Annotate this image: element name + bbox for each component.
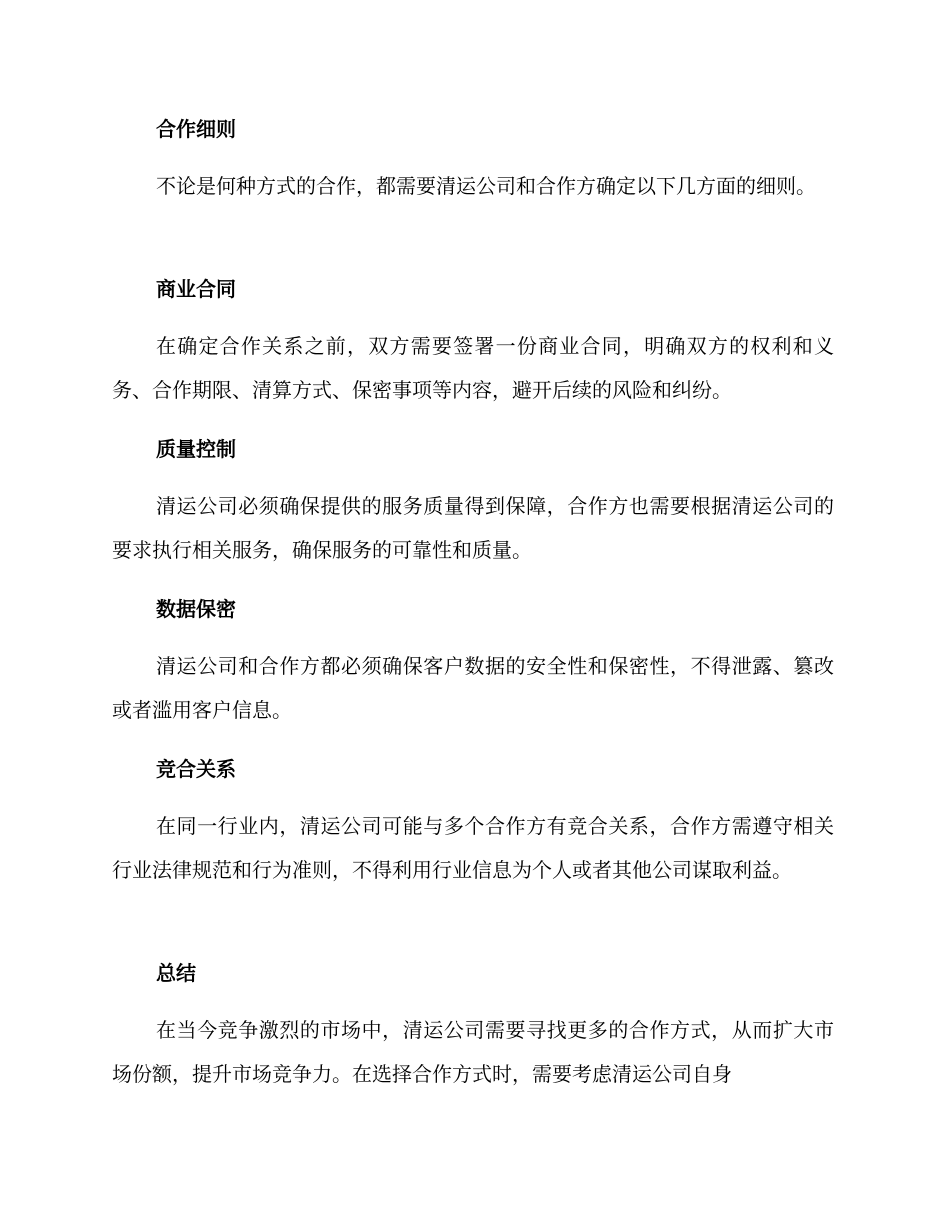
section-paragraph-cooperation-rules: 不论是何种方式的合作，都需要清运公司和合作方确定以下几方面的细则。 <box>156 174 816 198</box>
section-paragraph-quality-control: 清运公司必须确保提供的服务质量得到保障，合作方也需要根据清运公司的要求执行相关服务，确保服务的可靠性和质量。 <box>112 494 834 562</box>
section-paragraph-summary: 在当今竞争激烈的市场中，清运公司需要寻找更多的合作方式，从而扩大市场份额，提升市场竞争力。在选择合作方式时，需要考虑清运公司自身 <box>112 1018 834 1086</box>
section-heading-coopetition: 竞合关系 <box>156 757 236 781</box>
section-heading-data-confidentiality: 数据保密 <box>156 597 236 621</box>
section-paragraph-coopetition: 在同一行业内，清运公司可能与多个合作方有竞合关系，合作方需遵守相关行业法律规范和行为准则，不得利用行业信息为个人或者其他公司谋取利益。 <box>112 814 834 882</box>
section-heading-business-contract: 商业合同 <box>156 277 236 301</box>
section-heading-summary: 总结 <box>156 961 196 985</box>
section-paragraph-data-confidentiality: 清运公司和合作方都必须确保客户数据的安全性和保密性，不得泄露、篡改或者滥用客户信息。 <box>112 654 834 722</box>
section-heading-cooperation-rules: 合作细则 <box>156 117 236 141</box>
section-paragraph-business-contract: 在确定合作关系之前，双方需要签署一份商业合同，明确双方的权利和义务、合作期限、清算方式、保密事项等内容，避开后续的风险和纠纷。 <box>112 334 834 402</box>
section-heading-quality-control: 质量控制 <box>156 437 236 461</box>
